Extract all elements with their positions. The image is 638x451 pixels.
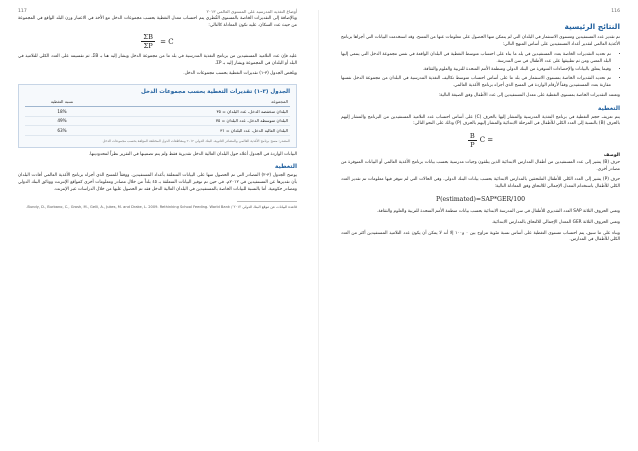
right-paragraph-5: حرف (P) يشير إلى العدد الكلي للأطفال الملتحقين بالمدارس الابتدائية بحسب بيانات البنك الدولي. وفي الحالات التي لم تتوفر فيها معلومات تم تقدير العدد الكلي للأطفال باستخدام المعدل الإجمالي للالتحاق وفق المعادلة التالية: [341,177,620,189]
col-header-group: المجموعة [99,98,290,107]
right-paragraph-3: يتم تعريف حجم التغطية في برنامج التغذية المدرسية والمشار إليها بالحرف (C) على أساس احتساب عدد التلاميذ المستفيدين من البرنامج والمشار إليهم بالحرف (B) بالنسبة إلى العدد الكلي للأطفال في المرحلة الابتدائية والمشار إليهم بالحرف (P) وذلك على النحو التالي: [341,114,620,127]
coverage-table-block [18,84,297,148]
formula-numerator: ΣB [143,33,153,42]
description-label: الوصف [603,152,620,158]
table-cell-rate: 18% [25,106,99,116]
list-item: • تم تحديد التقديرات الخاصة بعدد المستفيدين في بلد ما بناء على احتساب متوسط التغطية في البلدان الواقعة في نفس مجموعة الدخل التي ينتمي إليها البلد المعني ومن ثم تطبيقها على عدد الأطفال في سن المدرسة. [341,52,611,65]
right-running-header [341,6,620,16]
table-cell-rate: 63% [25,126,99,136]
table-row [25,126,290,136]
left-running-header [18,6,297,16]
left-subheading: التغطية [274,163,297,171]
table-cell-group: البلدان منخفضة الدخل، عدد البلدان = ٣٥ [99,106,290,116]
right-paragraph-6: وتعني الحروف الثلاثة SAP العدد التقديري للأطفال في سن المدرسة الابتدائية بحسب بيانات منظمة الأمم المتحدة للتربية والعلوم والثقافة. [377,209,620,215]
table-cell-group: البلدان العالية الدخل، عدد البلدان = ٣١ [99,126,290,136]
right-paragraph-4: حرف (B) يشير إلى عدد المستفيدين من أطفال المدارس الابتدائية الذين يتلقون وجبات مدرسية بحسب بيانات برنامج الأغذية العالمي أو البيانات المتوفرة من مصادر أخرى. [341,159,620,172]
table-source-note: المصدر: مسح برنامج الأغذية العالمي والمصادر الثانوية، البنك الدولي ٢٠١٢ ومقاطعات الدول المختلفة المؤلفة بحسب مجموعات الدخل [102,138,290,143]
coverage-numerator: B [469,131,475,140]
right-paragraph-7: وتعني الحروف الثلاثة GER المعدل الإجمالي للالتحاق بالمدارس الابتدائية. [491,219,620,225]
right-page-number: 116 [611,8,620,14]
table-cell-group: البلدان متوسطة الدخل، عدد البلدان = ٧٥ [99,116,290,126]
coverage-denominator: P [470,140,475,149]
method-bullet-list [341,52,620,89]
estimated-p-formula: P(estimated)=SAP*GER/100 [435,196,526,204]
footnote-divider [237,201,297,202]
footnote: قاعدة البيانات عن موقع البنك الدولي ٢٠١٢ / Bundy, D., Burbano, C., Grosh, M., Gelli, A., Jukes, M. and Drake, L. 2009. Rethinking School Feeding. World Bank. [26,204,297,209]
left-paragraph-2: عليه فإن عدد التلاميذ المستفيدين من برنامج التغذية المدرسية في بلد ما من مجموعة الدخل ويشار إليه هنا بـ ΣB، ثم تقسيمه على العدد الكلي للتلاميذ في البلد أو البلدان في المجموعة ويشار إليه بـ ΣP. [18,54,297,66]
left-paragraph-1: وبالإضافة إلى التقديرات الخاصة بالمستوى القُطري يتم احتساب معدل التغطية بحسب مجموعات الدخل مع الأخذ في الاعتبار وزن البلد الواقع في المجموعة من حيث عدد السكان. عليه تكون المعادلة كالتالي: [18,16,297,28]
table-row [25,106,290,116]
list-item: • وفيما يتعلق بالبيانات والإحصاءات المتوفرة من البنك الدولي ومنظمة الأمم المتحدة للتربية والعلوم والثقافة. [341,67,611,74]
table-header-row [25,98,290,107]
table-title: الجدول (٣-١) تقديرات التغطية بحسب مجموعات الدخل [141,88,290,95]
coverage-table [25,98,290,136]
right-paragraph-2: وتعتمد التقديرات الخاصة بمستوى التغطية على معدل المستفيدين إلى عدد الأطفال وفق الصيغة التالية: [438,93,620,99]
right-paragraph-8: وبناء على ما سبق، يتم احتساب مستوى التغطية على أساس نسبة مئوية تتراوح بين ٠ و١٠٠ إلا أنه لا يمكن أن يكون عدد التلاميذ المستفيدين أكثر من العدد الكلي للأطفال في المدارس. [341,230,620,243]
table-cell-rate: 49% [25,116,99,126]
left-paragraph-3: ويلخص الجدول (٣-١) تقديرات التغطية بحسب مجموعات الدخل. [183,71,297,77]
col-header-rate: نسبة التغطية [25,98,99,107]
coverage-formula [341,132,620,149]
left-page-number: 117 [18,8,27,14]
right-page [319,0,638,451]
coverage-fraction [468,132,477,149]
formula-lhs: C = [479,136,494,145]
formula-prefix: C [168,37,174,46]
formula-denominator: ΣP [143,42,153,51]
formula-fraction [141,33,155,50]
right-paragraph-1: تم تقدير عدد المستفيدين ومستوى الاستثمار في البلدان التي لم يتمكن منها الحصول على معلومات عنها من المسح. وقد استخدمت البيانات التي أجراها برنامج الأغذية العالمي لتقدير أعداد المستفيدين على أساس المنهج التالي: [341,35,620,47]
table-row [25,116,290,126]
left-paragraph-4: البيانات الواردة في الجدول أعلاه حول البلدان العالية الدخل تقديرية فقط ولم يتم تضمينها في التقرير نظراً لمحدوديتها. [88,151,297,157]
list-item: • تم تحديد التقديرات الخاصة بمستوى الاستثمار في بلد ما على أساس احتساب متوسط تكاليف التغذية المدرسية في البلدان من مجموعة الدخل نفسها مقارنة بعدد المستفيدين وفقاً لأرقام الواردة في المسح الذي أجراه برنامج الأغذية العالمي. [341,76,611,89]
right-subheading: التغطية [597,104,620,112]
left-paragraph-5: يوضح الجدول (٣-٢) المصادر التي تم الحصول منها على البيانات المتعلقة بأعداد المستفيدين. ووفقاً للمسح الذي أجراه برنامج الأغذية العالمي أفادت البلدان بأن تقديرها عن المستفيدين في ٢٠١٢م. في حين تم توفير البيانات المتعلقة بـ ٤٥ بلداً من خلال مصادر ومعلومات أخرى كمواقع الإنترنت ووثائق البنك الدولي ومصادر حكومية. أما بالنسبة للبيانات الخاصة بالمستفيدين في البلدان العالية الدخل فقد تم الحصول عليها من خلال الدراسات عبر الإنترنت. [18,173,297,192]
income-group-formula: C = $\frac{\Sigma B}{\Sigma P}$ [143,33,174,51]
section-title: النتائج الرئيسية [564,22,620,31]
left-header-title: أوضاع التغذية المدرسية على المستوى العالمي ٢٠١٣ [206,8,297,14]
